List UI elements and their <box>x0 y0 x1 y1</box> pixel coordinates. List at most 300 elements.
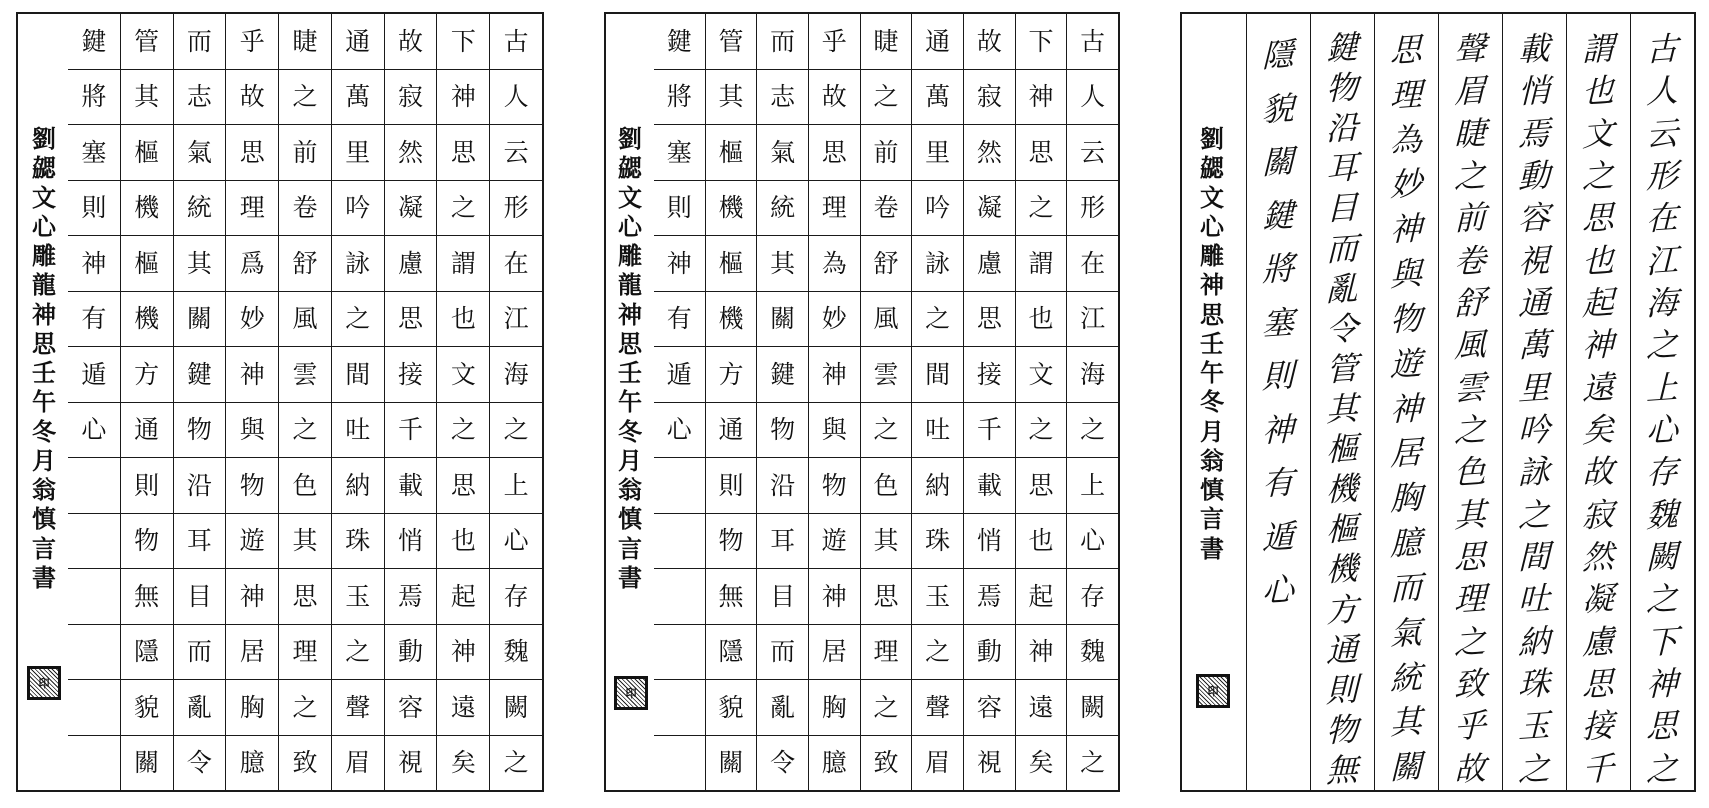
character-cell: 統 <box>757 180 808 236</box>
character-cell: 載 <box>385 457 437 513</box>
character: 理 <box>1454 579 1487 620</box>
column-lines <box>1246 14 1694 790</box>
empty-cell <box>654 679 705 735</box>
character: 神 <box>1262 409 1295 450</box>
character-cell: 思 <box>279 568 331 624</box>
character-cell: 理 <box>226 180 278 236</box>
character-cell: 動 <box>385 624 437 680</box>
character-cell: 謂 <box>1016 235 1067 291</box>
grid-column <box>1015 14 1067 790</box>
character-cell: 神 <box>1016 624 1067 680</box>
character-cell: 心 <box>490 513 542 569</box>
character-cell: 形 <box>1067 180 1118 236</box>
character-cell: 將 <box>654 69 705 125</box>
character-cell: 妙 <box>226 291 278 347</box>
signature-character: 勰 <box>618 153 642 183</box>
signature-character: 勰 <box>32 153 56 183</box>
character-cell: 遊 <box>809 513 860 569</box>
character-cell: 則 <box>706 457 757 513</box>
character-cell: 存 <box>490 568 542 624</box>
character: 塞 <box>1262 302 1295 343</box>
character: 之 <box>1646 325 1679 366</box>
grid-column <box>68 14 120 790</box>
character: 思 <box>1454 536 1487 578</box>
character-cell: 神 <box>68 235 120 291</box>
script-column <box>1438 14 1502 790</box>
character: 有 <box>1262 462 1295 503</box>
character: 神 <box>1390 388 1423 430</box>
character-cell: 里 <box>912 124 963 180</box>
character-cell: 之 <box>861 402 912 458</box>
character-cell: 神 <box>1016 69 1067 125</box>
character: 舒 <box>1454 283 1487 324</box>
character-cell: 魏 <box>490 624 542 680</box>
character-cell: 之 <box>1016 180 1067 236</box>
character-cell: 心 <box>1067 513 1118 569</box>
character-cell: 故 <box>809 69 860 125</box>
character-cell: 之 <box>437 402 489 458</box>
signature-character: 神 <box>618 299 642 329</box>
character: 鍵 <box>1326 27 1359 69</box>
character-cell: 耳 <box>174 513 226 569</box>
character-cell: 吐 <box>912 402 963 458</box>
character: 形 <box>1646 156 1679 197</box>
script-column <box>1246 14 1310 790</box>
character: 故 <box>1454 748 1487 789</box>
character: 居 <box>1390 433 1423 474</box>
character-cell: 舒 <box>279 235 331 291</box>
signature-character: 冬 <box>1200 387 1224 417</box>
character-cell: 心 <box>68 402 120 458</box>
character-cell: 在 <box>490 235 542 291</box>
signature-character: 午 <box>1200 358 1224 388</box>
character: 在 <box>1646 198 1679 239</box>
character: 故 <box>1582 452 1615 493</box>
character-cell: 爲 <box>226 235 278 291</box>
character-cell: 之 <box>437 180 489 236</box>
character-cell: 吐 <box>332 402 384 458</box>
empty-cell <box>654 568 705 624</box>
character: 亂 <box>1326 268 1359 309</box>
signature-character: 劉 <box>1200 124 1224 153</box>
character: 存 <box>1646 452 1679 493</box>
signature-character: 壬 <box>1200 328 1224 358</box>
character-cell: 之 <box>912 291 963 347</box>
character: 色 <box>1454 452 1487 493</box>
character-cell: 管 <box>718 26 744 56</box>
character-cell: 前 <box>279 124 331 180</box>
grid-column <box>384 14 437 790</box>
character-cell: 矣 <box>1016 735 1067 791</box>
character-cell: 人 <box>1067 69 1118 125</box>
signature-character: 心 <box>32 211 56 241</box>
character: 而 <box>1326 228 1359 269</box>
character: 氣 <box>1390 613 1423 654</box>
character: 物 <box>1326 68 1359 109</box>
signature-character: 心 <box>1200 211 1224 241</box>
character-cell: 之 <box>490 735 542 791</box>
grid-column <box>331 14 384 790</box>
character-cell: 故 <box>976 26 1002 56</box>
character-cell: 文 <box>1016 346 1067 402</box>
empty-cell <box>68 624 120 680</box>
character-grid <box>654 14 1118 790</box>
character-cell: 千 <box>964 402 1015 458</box>
character: 神 <box>1390 209 1423 250</box>
character-cell: 而 <box>174 624 226 680</box>
character-cell: 視 <box>964 735 1015 791</box>
character-cell: 慮 <box>964 235 1015 291</box>
signature-character: 雕 <box>618 241 642 271</box>
signature-character: 神 <box>32 299 56 329</box>
character-cell: 魏 <box>1067 624 1118 680</box>
character-cell: 有 <box>654 291 705 347</box>
character-cell: 關 <box>121 735 173 791</box>
character-cell: 容 <box>964 679 1015 735</box>
character: 機 <box>1326 549 1359 590</box>
calligraphy-panel-regular-2 <box>604 12 1120 792</box>
character: 卷 <box>1454 240 1487 281</box>
character: 遊 <box>1390 344 1423 385</box>
character-cell: 機 <box>706 291 757 347</box>
character: 通 <box>1326 629 1359 670</box>
character-cell: 隱 <box>121 624 173 680</box>
character: 乎 <box>1454 706 1487 747</box>
grid-column <box>860 14 912 790</box>
character: 無 <box>1326 749 1359 791</box>
character-cell: 下 <box>450 26 476 56</box>
character-cell: 寂 <box>964 69 1015 125</box>
character-cell: 無 <box>706 568 757 624</box>
character-cell: 睫 <box>292 26 318 56</box>
character-cell: 通 <box>706 402 757 458</box>
character: 動 <box>1518 156 1551 197</box>
character-cell: 上 <box>1067 457 1118 513</box>
character-cell: 之 <box>490 402 542 458</box>
character-cell: 沿 <box>174 457 226 513</box>
signature-character: 慎 <box>618 504 642 534</box>
character: 之 <box>1518 748 1551 789</box>
character-cell: 文 <box>437 346 489 402</box>
character: 文 <box>1582 113 1615 154</box>
empty-cell <box>654 735 705 791</box>
grid-column <box>1066 14 1118 790</box>
character-cell: 居 <box>809 624 860 680</box>
character: 思 <box>1582 663 1615 705</box>
character-cell: 與 <box>809 402 860 458</box>
character-cell: 統 <box>174 180 226 236</box>
character-cell: 思 <box>437 124 489 180</box>
character: 吐 <box>1518 579 1551 620</box>
character-cell: 物 <box>706 513 757 569</box>
character-cell: 容 <box>385 679 437 735</box>
character-cell: 玉 <box>332 568 384 624</box>
character: 通 <box>1518 283 1551 324</box>
character: 隱 <box>1262 34 1295 75</box>
character-cell: 而 <box>770 26 796 56</box>
grid-column <box>173 14 226 790</box>
character: 海 <box>1646 283 1679 324</box>
character: 之 <box>1454 156 1487 197</box>
character-cell: 致 <box>279 735 331 791</box>
character-cell: 闕 <box>490 679 542 735</box>
character-cell: 物 <box>809 457 860 513</box>
character: 接 <box>1582 706 1615 747</box>
character-cell: 形 <box>490 180 542 236</box>
character-cell: 存 <box>1067 568 1118 624</box>
character-cell: 思 <box>1016 457 1067 513</box>
character-cell: 萬 <box>332 69 384 125</box>
character: 上 <box>1646 367 1679 408</box>
character: 千 <box>1582 748 1615 789</box>
grid-column <box>705 14 757 790</box>
character-cell: 方 <box>121 346 173 402</box>
character-cell: 通 <box>345 26 371 56</box>
character-cell: 千 <box>385 402 437 458</box>
character-cell: 沿 <box>757 457 808 513</box>
character: 樞 <box>1326 509 1359 550</box>
character-cell: 珠 <box>912 513 963 569</box>
character: 謂 <box>1582 29 1615 70</box>
signature-character: 心 <box>618 211 642 241</box>
character: 統 <box>1390 657 1423 699</box>
character: 之 <box>1646 748 1679 789</box>
grid-column <box>963 14 1015 790</box>
character-cell: 神 <box>226 346 278 402</box>
character-cell: 萬 <box>912 69 963 125</box>
calligraphy-panel-running-script <box>1180 12 1696 792</box>
character: 理 <box>1390 75 1423 116</box>
character: 里 <box>1518 367 1551 408</box>
character-cell: 之 <box>912 624 963 680</box>
character-cell: 思 <box>1016 124 1067 180</box>
character: 吟 <box>1518 409 1551 451</box>
character-cell: 睫 <box>873 26 899 56</box>
signature-character: 壬 <box>618 358 642 388</box>
character-cell: 樞 <box>121 235 173 291</box>
character-cell: 在 <box>1067 235 1118 291</box>
character-cell: 令 <box>757 735 808 791</box>
character: 令 <box>1326 308 1359 349</box>
character: 起 <box>1582 283 1615 324</box>
character-cell: 臆 <box>226 735 278 791</box>
character-cell: 色 <box>861 457 912 513</box>
character-cell: 玉 <box>912 568 963 624</box>
character-cell: 貌 <box>121 679 173 735</box>
character-cell: 眉 <box>332 735 384 791</box>
character-cell: 物 <box>226 457 278 513</box>
empty-cell <box>654 513 705 569</box>
character-cell: 氣 <box>757 124 808 180</box>
character: 之 <box>1454 409 1487 451</box>
character: 江 <box>1646 240 1679 281</box>
character-cell: 視 <box>385 735 437 791</box>
character-cell: 乎 <box>239 26 265 56</box>
character: 為 <box>1390 119 1423 161</box>
character-cell: 詠 <box>332 235 384 291</box>
character-cell: 然 <box>964 124 1015 180</box>
character: 萬 <box>1518 325 1551 366</box>
signature-character: 月 <box>618 445 642 475</box>
character-cell: 之 <box>1016 402 1067 458</box>
character: 思 <box>1646 706 1679 747</box>
character-cell: 塞 <box>68 124 120 180</box>
script-column <box>1566 14 1630 790</box>
character-cell: 致 <box>861 735 912 791</box>
signature-character: 神 <box>1200 270 1224 300</box>
character-cell: 雲 <box>279 346 331 402</box>
character-cell: 物 <box>757 402 808 458</box>
character-cell: 謂 <box>437 235 489 291</box>
character-cell: 起 <box>1016 568 1067 624</box>
character-cell: 吟 <box>912 180 963 236</box>
seal-stamp: 印 <box>1196 674 1230 708</box>
empty-cell <box>654 624 705 680</box>
character: 焉 <box>1518 113 1551 154</box>
character: 則 <box>1262 355 1295 396</box>
grid-column <box>120 14 173 790</box>
character-cell: 心 <box>654 402 705 458</box>
character-cell: 江 <box>1067 291 1118 347</box>
character-cell: 神 <box>809 568 860 624</box>
character: 臆 <box>1390 523 1423 564</box>
character: 方 <box>1326 589 1359 630</box>
character: 視 <box>1518 240 1551 281</box>
signature-character: 劉 <box>32 124 56 153</box>
character-cell: 卷 <box>279 180 331 236</box>
character: 與 <box>1390 254 1423 295</box>
script-column <box>1630 14 1694 790</box>
character-cell: 之 <box>861 69 912 125</box>
signature-character: 言 <box>32 533 56 563</box>
character-cell: 胸 <box>226 679 278 735</box>
grid-column <box>489 14 542 790</box>
signature-character: 冬 <box>618 416 642 446</box>
character: 下 <box>1646 621 1679 662</box>
character-cell: 起 <box>437 568 489 624</box>
character-cell: 色 <box>279 457 331 513</box>
signature-inscription <box>26 124 62 592</box>
character-cell: 志 <box>757 69 808 125</box>
character-cell: 妙 <box>809 291 860 347</box>
character-cell: 則 <box>654 180 705 236</box>
signature-character: 龍 <box>32 270 56 300</box>
character-cell: 隱 <box>706 624 757 680</box>
signature-character: 書 <box>618 562 642 592</box>
grid-column <box>278 14 331 790</box>
character: 前 <box>1454 198 1487 239</box>
character-cell: 樞 <box>706 235 757 291</box>
character-cell: 關 <box>706 735 757 791</box>
character-cell: 也 <box>437 513 489 569</box>
character-cell: 物 <box>174 402 226 458</box>
character: 古 <box>1646 29 1679 70</box>
signature-character: 書 <box>1200 533 1224 563</box>
character: 鍵 <box>1262 195 1295 236</box>
signature-character: 午 <box>618 387 642 417</box>
character-cell: 神 <box>809 346 860 402</box>
character-cell: 思 <box>385 291 437 347</box>
signature-character: 書 <box>32 562 56 592</box>
character-cell: 有 <box>68 291 120 347</box>
character-cell: 其 <box>706 69 757 125</box>
character-cell: 也 <box>437 291 489 347</box>
character: 聲 <box>1454 29 1487 70</box>
character-cell: 關 <box>174 291 226 347</box>
character-cell: 其 <box>174 235 226 291</box>
character-cell: 焉 <box>385 568 437 624</box>
character-cell: 思 <box>226 124 278 180</box>
character-cell: 通 <box>925 26 951 56</box>
character-grid <box>68 14 542 790</box>
character-cell: 則 <box>121 457 173 513</box>
character-cell: 為 <box>809 235 860 291</box>
character: 玉 <box>1518 706 1551 747</box>
character-cell: 樞 <box>706 124 757 180</box>
character-cell: 鍵 <box>174 346 226 402</box>
character-cell: 無 <box>121 568 173 624</box>
character: 之 <box>1518 494 1551 535</box>
signature-character: 翁 <box>1200 445 1224 475</box>
signature-character: 勰 <box>1200 153 1224 183</box>
character-cell: 接 <box>964 346 1015 402</box>
character: 容 <box>1518 198 1551 239</box>
character-cell: 理 <box>809 180 860 236</box>
character-cell: 遁 <box>68 346 120 402</box>
grid-column <box>808 14 860 790</box>
character: 胸 <box>1390 478 1423 519</box>
character-cell: 通 <box>121 402 173 458</box>
character-cell: 矣 <box>437 735 489 791</box>
character-cell: 江 <box>490 291 542 347</box>
character: 其 <box>1390 702 1423 743</box>
character-cell: 接 <box>385 346 437 402</box>
empty-cell <box>68 568 120 624</box>
character: 物 <box>1326 709 1359 751</box>
signature-character: 月 <box>32 445 56 475</box>
character-cell: 之 <box>332 624 384 680</box>
character: 關 <box>1262 141 1295 182</box>
character-cell: 而 <box>186 26 212 56</box>
character: 眉 <box>1454 71 1487 112</box>
character-cell: 機 <box>121 180 173 236</box>
empty-cell <box>68 679 120 735</box>
character: 目 <box>1326 188 1359 229</box>
character-cell: 神 <box>437 69 489 125</box>
character: 則 <box>1326 669 1359 710</box>
character: 之 <box>1454 621 1487 662</box>
empty-cell <box>654 457 705 513</box>
character-cell: 闕 <box>1067 679 1118 735</box>
character-cell: 思 <box>809 124 860 180</box>
signature-character: 午 <box>32 387 56 417</box>
character: 載 <box>1518 29 1551 70</box>
character: 思 <box>1582 198 1615 239</box>
character-cell: 目 <box>757 568 808 624</box>
signature-character: 思 <box>32 328 56 358</box>
character-cell: 神 <box>654 235 705 291</box>
character: 思 <box>1390 30 1423 71</box>
character-cell: 里 <box>332 124 384 180</box>
character: 之 <box>1582 156 1615 197</box>
character: 沿 <box>1326 108 1359 149</box>
character: 關 <box>1390 747 1423 788</box>
signature-character: 文 <box>618 182 642 212</box>
character-cell: 前 <box>861 124 912 180</box>
character: 樞 <box>1326 429 1359 470</box>
character-cell: 令 <box>174 735 226 791</box>
character-cell: 風 <box>279 291 331 347</box>
